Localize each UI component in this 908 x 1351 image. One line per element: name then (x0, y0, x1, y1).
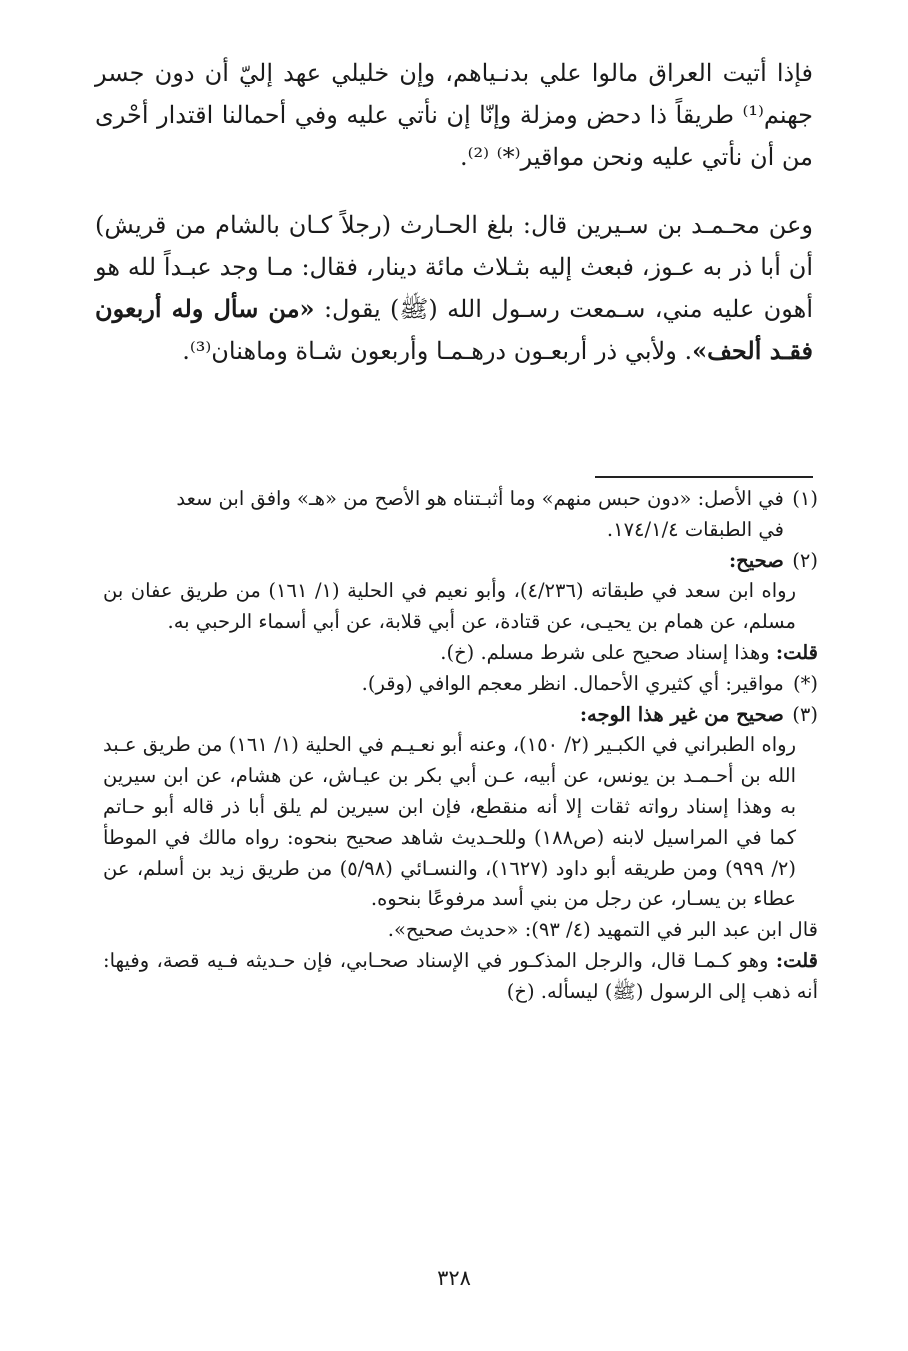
footnote-3-heading: صحيح من غير هذا الوجه: (579, 702, 784, 726)
footnote-2-number: (٢) (792, 548, 818, 572)
footnote-2-heading: صحيح: (728, 548, 784, 572)
footnote-star-text: مواقير: أي كثيري الأحمال. انظر معجم الوافي (وقر). (361, 671, 784, 695)
main-text (95, 52, 813, 372)
footnote-1 (103, 484, 818, 515)
footnote-3-body-text: رواه الطبراني في الكبـير (٢/ ١٥٠)، وعنه أبو نعـيـم في الحلية (١/ ١٦١) من طريق عـبد الله بن أحـمـد بن يونس، عن أبيه، عـن أبي بكر بن عيـاش، عن هشام، عن ابن سيرين به وهذا إسناد رواته ثقات إلا أنه منقطع، فإن ابن سيرين لم يلق أبا ذر قاله أبو حـاتم كما في المراسيل لابنه (ص١٨٨) وللحـديث شاهد صحيح بنحوه: رواه مالك في الموطأ (٢/ ٩٩٩) ومن طريقه أبو داود (١٦٢٧)، والنسـائي (٥/٩٨) من طريق زيد بن أسلم، عن عطاء بن يسـار، عن رجل من بني أسد مرفوعًا بنحوه. (103, 733, 796, 911)
hadith-quote: «من سأل وله أربعون فقـد ألحف» (95, 294, 813, 365)
footnote-1-line-2: في الطبقات ١٧٤/١/٤. (606, 517, 784, 541)
footnote-3-ibn-abd-albarr-text: قال ابن عبد البر في التمهيد (٤/ ٩٣): «حديث صحيح». (387, 918, 818, 942)
footnote-1-line-1: في الأصل: «دون حبس منهم» وما أثبـتناه هو الأصح من «هـ» وافق ابن سعد (176, 487, 784, 510)
footnote-2-qult (103, 638, 818, 669)
footnote-3-qult (103, 946, 818, 1008)
footnote-3-number: (٣) (792, 702, 818, 726)
footnote-3-qult-text: وهو كـمـا قال، والرجل المذكـور في الإسناد صحـابي، فإن حـديثه فـيه قصة، وفيها: أنه ذهب إلى الرسول (ﷺ) ليسأله. (خ) (103, 948, 818, 1003)
footnote-star (103, 669, 818, 700)
footnote-1-continued (103, 515, 818, 546)
paragraph-1-text: فإذا أتيت العراق مالوا علي بدنـياهم، وإن خليلي عهد إليّ أن دون جسر جهنم⁽¹⁾ طريقاً ذا دحض ومزلة وإنّا إن نأتي عليه وفي أحمالنا اقتدار أحْرى من أن نأتي عليه ونحن مواقير⁽*⁾ ⁽²⁾. (95, 59, 813, 171)
footnotes (103, 484, 818, 1008)
footnote-2-qult-label: قلت: (775, 640, 818, 664)
footnote-3-heading-line (103, 700, 818, 731)
footnote-star-number: (*) (793, 671, 818, 695)
footnote-3-qult-label: قلت: (775, 948, 818, 972)
footnote-2-heading-line (103, 546, 818, 577)
footnote-2-qult-text: وهذا إسناد صحيح على شرط مسلم. (خ). (440, 640, 770, 664)
paragraph-2 (95, 204, 813, 372)
paragraph-1 (95, 52, 813, 178)
footnote-1-number: (١) (792, 487, 818, 510)
paragraph-2-start: وعن محـمـد بن سـيرين قال: بلغ الحـارث (رجلاً كـان بالشام من قريش) أن أبا ذر به عـوز، فبعث إليه بثـلاث مائة دينار، فقال: مـا وجد عبـداً لله هو أهون عليه مني، سـمعت رسـول الله (ﷺ) يقول: (95, 211, 814, 323)
footnote-2-body (103, 576, 818, 638)
footnote-3-ibn-abd-albarr (103, 915, 818, 946)
footnote-separator (595, 476, 813, 478)
paragraph-2-end: . ولأبي ذر أربعـون درهـمـا وأربعون شـاة وماهنان⁽³⁾. (182, 337, 693, 365)
footnote-2-body-text: رواه ابن سعد في طبقاته (٤/٢٣٦)، وأبو نعيم في الحلية (١/ ١٦١) من طريق عفان بن مسلم، عن همام بن يحيـى، عن قتادة، عن أبي قلابة، عن أبي أسماء الرحبي به. (103, 579, 796, 634)
page-number: ٣٢٨ (437, 1266, 471, 1290)
footnote-3-body (103, 730, 818, 915)
